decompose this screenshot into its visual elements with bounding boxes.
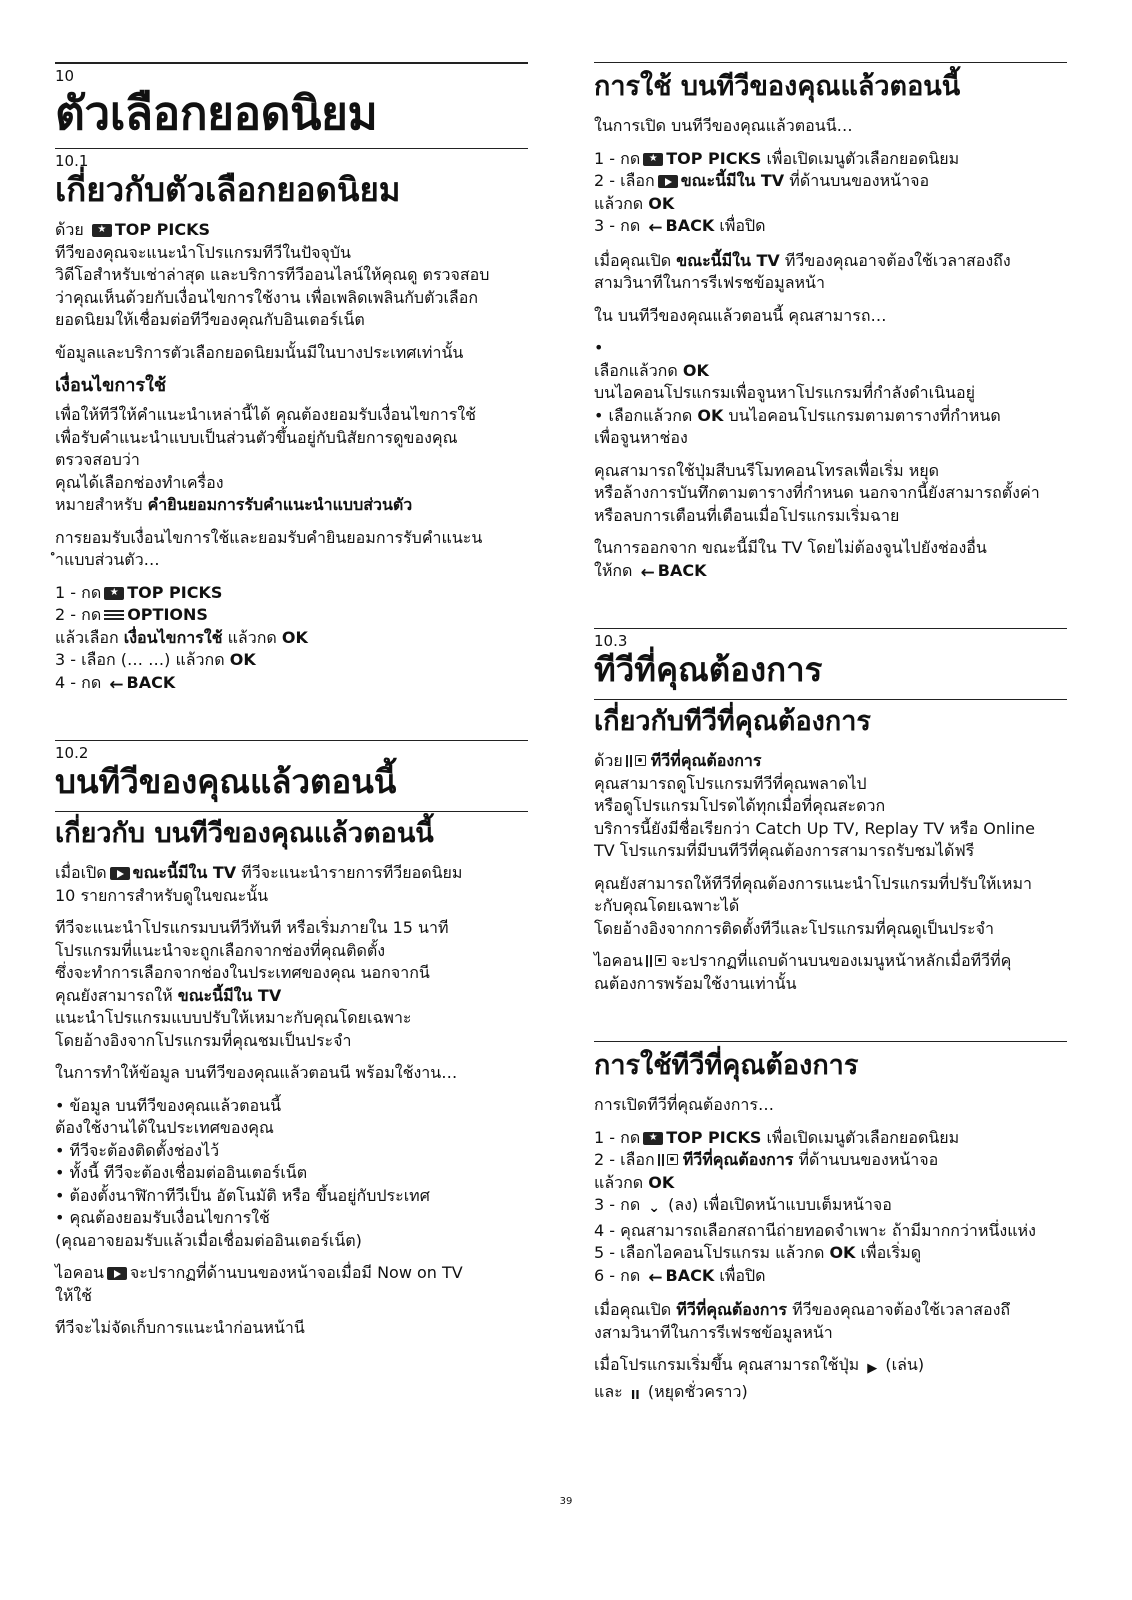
step-text: 4 - คุณสามารถเลือกสถานีถ่ายทอดจำเพาะ ถ้ามีมากกว่าหนึ่งแห่ง	[594, 1220, 1036, 1240]
text: (เล่น)	[885, 1355, 925, 1374]
step-text: 2 - กด	[55, 605, 102, 624]
terms-line: เพื่อรับคำแนะนำแบบเป็นส่วนตัวขึ้นอยู่กับนิสัยการดูของคุณ	[55, 427, 458, 447]
text-line: โดยอ้างอิงจากโปรแกรมที่คุณชมเป็นประจำ	[55, 1030, 352, 1050]
now-on-tv-intro	[55, 862, 528, 907]
terms-text	[55, 404, 528, 517]
text-line: ซึ่งจะทำการเลือกจากช่องในประเทศของคุณ นอกจากนี	[55, 963, 430, 982]
text: จะปรากฏที่แถบด้านบนของเมนูหน้าหลักเมื่อทีวีที่คุ	[670, 951, 1012, 970]
step-text: แล้วกด	[594, 1172, 644, 1192]
ok-key: OK	[281, 627, 308, 647]
text: ทีวีของคุณอาจต้องใช้เวลาสองถึ	[792, 1300, 1011, 1319]
text: ไอคอน	[594, 951, 643, 970]
step-text: 1 - กด	[55, 582, 102, 602]
step-text: ที่ด้านบนของหน้าจอ	[798, 1150, 939, 1169]
step-text: 2 - เลือก	[594, 1150, 655, 1169]
list-item: • ทีวีจะต้องติดตั้งช่องไว้	[55, 1140, 220, 1160]
step-text: 1 - กด	[594, 1127, 641, 1147]
bullet: •	[594, 338, 604, 357]
step-text: เพื่อเปิดเมนูตัวเลือกยอดนิยม	[766, 148, 960, 168]
text: บนไอคอนโปรแกรมตามตารางที่กำหนด	[728, 405, 1001, 425]
subsection-rule	[594, 62, 1067, 63]
ok-key: OK	[229, 650, 256, 669]
tv-on-demand-intro	[594, 750, 1067, 863]
step-text: เพื่อปิด	[719, 1265, 766, 1285]
terms-line: ตรวจสอบว่า	[55, 450, 140, 469]
terms-steps	[55, 582, 528, 697]
intro-prefix: ด้วย	[55, 220, 84, 239]
step-text: 3 - กด	[594, 216, 641, 235]
terms-line: คุณได้เลือกช่องทำเครื่อง	[55, 472, 224, 492]
step-text: เพื่อปิด	[719, 216, 766, 235]
intro-line: ว่าคุณเห็นด้วยกับเงื่อนไขการใช้งาน เพื่อเพลิดเพลินกับตัวเลือก	[55, 287, 479, 307]
text-line: หรือดูโปรแกรมโปรดได้ทุกเมื่อที่คุณสะดวก	[594, 796, 886, 815]
remote-note	[594, 460, 1067, 528]
chevron-down-icon: ⌄	[648, 1200, 661, 1216]
text-line: งสามวินาทีในการรีเฟรชข้อมูลหน้า	[594, 1322, 833, 1342]
play-icon: ▶	[867, 1361, 878, 1376]
terms-heading: เงื่อนไขการใช้	[55, 375, 167, 396]
section-rule	[594, 628, 1067, 629]
text: ทีวีจะแนะนำรายการทีวียอดนิยม	[241, 863, 463, 882]
subsection-rule	[55, 811, 528, 812]
section-rule	[55, 148, 528, 149]
list-item: • ต้องตั้งนาฬิกาทีวีเป็น อัตโนมัติ หรือ ขึ้นอยู่กับประเทศ	[55, 1185, 430, 1205]
text-line: คุณยังสามารถให้ทีวีที่คุณต้องการแนะนำโปรแกรมที่ปรับให้เหมา	[594, 873, 1032, 893]
top-picks-icon: ★	[643, 153, 663, 166]
intro-line: ทีวีของคุณจะแนะนำโปรแกรมทีวีในปัจจุบัน	[55, 242, 351, 262]
ok-key: OK	[648, 1172, 675, 1192]
text-line: 10 รายการสำหรับดูในขณะนั้น	[55, 885, 269, 905]
ok-key: OK	[829, 1243, 856, 1262]
text: เมื่อคุณเปิด	[594, 250, 672, 270]
step-key: TOP PICKS	[127, 582, 223, 602]
step-text: ที่ด้านบนของหน้าจอ	[789, 171, 930, 190]
text-line: โปรแกรมที่แนะนำจะถูกเลือกจากช่องที่คุณติดตั้ง	[55, 940, 386, 960]
terms-line: เพื่อให้ทีวีให้คำแนะนำเหล่านี้ได้ คุณต้องยอมรับเงื่อนไขการใช้	[55, 405, 476, 424]
ready-note: ในการทำให้ข้อมูล บนทีวีของคุณแล้วตอนนี พร้อมใช้งาน…	[55, 1063, 458, 1082]
list-item: (คุณอาจยอมรับแล้วเมื่อเชื่อมต่ออินเตอร์เน็ต)	[55, 1230, 362, 1250]
exit-note	[594, 537, 1067, 584]
text: • เลือกแล้วกด	[594, 405, 693, 425]
refresh-note	[594, 250, 1067, 295]
accept-line: ำแบบส่วนตัว…	[55, 550, 160, 569]
bold-text: ขณะนี้มีใน TV	[177, 985, 282, 1005]
no-store-note: ทีวีจะไม่จัดเก็บการแนะนำก่อนหน้านี	[55, 1318, 305, 1337]
chapter-rule	[55, 62, 528, 64]
text-line: ทีวีจะแนะนำโปรแกรมบนทีวีทันที หรือเริ่มภายใน 15 นาที	[55, 918, 449, 937]
pause-icon: II	[630, 1387, 640, 1402]
tv-on-demand-steps	[594, 1127, 1067, 1290]
intro-text: การเปิดทีวีที่คุณต้องการ…	[594, 1095, 774, 1114]
text-line: บนไอคอนโปรแกรมเพื่อจูนหาโปรแกรมที่กำลังดำเนินอยู่	[594, 383, 975, 402]
subsection-rule	[594, 699, 1067, 700]
bold-text: ขณะนี้มีใน TV	[676, 250, 780, 270]
step-key: BACK	[657, 560, 707, 580]
text-line: ให้ใช้	[55, 1285, 93, 1305]
step-bold: ทีวีที่คุณต้องการ	[682, 1150, 794, 1169]
text-line: หรือลบการเตือนที่เตือนเมื่อโปรแกรมเริ่มฉาย	[594, 505, 900, 525]
step-text: 3 - กด	[594, 1195, 641, 1214]
section-title: ทีวีที่คุณต้องการ	[594, 650, 823, 689]
step-key: TOP PICKS	[666, 1127, 762, 1147]
top-picks-icon: ★	[104, 587, 124, 600]
step-text: 2 - เลือก	[594, 171, 655, 190]
step-text: 5 - เลือกไอคอนโปรแกรม แล้วกด	[594, 1243, 825, 1262]
step-text: แล้วเลือก	[55, 627, 119, 647]
availability-note: ข้อมูลและบริการตัวเลือกยอดนิยมนั้นมีในบางประเทศเท่านั้น	[55, 342, 464, 362]
tv-on-demand-icon	[626, 754, 648, 768]
step-key: TOP PICKS	[666, 148, 762, 168]
text-line: คุณสามารถใช้ปุ่มสีบนรีโมทคอนโทรลเพื่อเริ่ม หยุด	[594, 460, 940, 480]
step-key: OPTIONS	[127, 605, 208, 624]
tv-on-demand-icon	[658, 1153, 680, 1167]
step-text: 3 - เลือก (… …) แล้วกด	[55, 650, 225, 669]
section-rule	[55, 740, 528, 741]
text: เลือกแล้วกด	[594, 360, 678, 380]
step-text: 6 - กด	[594, 1265, 641, 1285]
text-line: เพื่อจูนหาช่อง	[594, 428, 688, 447]
text: (หยุดชั่วคราว)	[647, 1381, 748, 1401]
tv-on-demand-icon	[646, 954, 668, 968]
icon-note	[55, 1262, 528, 1307]
subsection-title: เกี่ยวกับทีวีที่คุณต้องการ	[594, 706, 871, 737]
top-picks-intro	[55, 219, 528, 332]
top-picks-icon: ★	[643, 1132, 663, 1145]
list-item: • คุณต้องยอมรับเงื่อนไขการใช้	[55, 1208, 270, 1227]
back-icon: ←	[648, 1267, 663, 1288]
ok-key: OK	[682, 360, 709, 380]
accept-text	[55, 527, 528, 572]
text-line: TV โปรแกรมที่มีบนทีวีที่คุณต้องการสามารถรับชมได้ฟรี	[594, 841, 975, 860]
can-text: ใน บนทีวีของคุณแล้วตอนนี้ คุณสามารถ…	[594, 305, 887, 325]
subsection-title: การใช้ บนทีวีของคุณแล้วตอนนี้	[594, 71, 961, 102]
ok-key: OK	[697, 405, 724, 425]
list-item: • ทั้งนี้ ทีวีจะต้องเชื่อมต่ออินเตอร์เน็ต	[55, 1163, 308, 1182]
bold-text: ทีวีที่คุณต้องการ	[650, 751, 762, 770]
step-text: 4 - กด	[55, 672, 102, 692]
step-text: 1 - กด	[594, 148, 641, 168]
requirements-list	[55, 1095, 528, 1253]
text-line: ในการออกจาก ขณะนี้มีใน TV โดยไม่ต้องจูนไปยังช่องอื่น	[594, 538, 987, 557]
chapter-title: ตัวเลือกยอดนิยม	[55, 86, 378, 140]
section-number: 10.3	[594, 632, 628, 650]
text-line: ะกับคุณโดยเฉพาะได้	[594, 896, 740, 915]
now-on-tv-steps	[594, 148, 1067, 240]
text-line: โดยอ้างอิงจากการติดตั้งทีวีและโปรแกรมที่คุณดูเป็นประจำ	[594, 918, 994, 938]
text-line: คุณสามารถดูโปรแกรมทีวีที่คุณพลาดไป	[594, 773, 867, 793]
text: และ	[594, 1381, 623, 1401]
section-title: บนทีวีของคุณแล้วตอนนี้	[55, 762, 397, 801]
options-icon	[104, 608, 124, 622]
ok-key: OK	[648, 193, 675, 213]
text: เมื่อเปิด	[55, 863, 107, 882]
text: จะปรากฏที่ด้านบนของหน้าจอเมื่อมี Now on TV	[129, 1263, 463, 1282]
back-icon: ←	[109, 674, 124, 695]
chapter-number: 10	[55, 67, 75, 85]
step-bold: เงื่อนไขการใช้	[123, 627, 223, 647]
subsection-title: การใช้ทีวีที่คุณต้องการ	[594, 1050, 859, 1081]
text: ด้วย	[594, 751, 623, 770]
refresh-note	[594, 1299, 1067, 1344]
now-on-tv-details	[55, 917, 528, 1052]
step-text: แล้วกด	[227, 627, 277, 647]
playback-note	[594, 1354, 1067, 1406]
back-icon: ←	[648, 218, 663, 238]
intro-line: ยอดนิยมให้เชื่อมต่อทีวีของคุณกับอินเตอร์เน็ต	[55, 310, 365, 329]
terms-note-bold: คำยินยอมการรับคำแนะนำแบบส่วนตัว	[147, 495, 413, 514]
text-line: บริการนี้ยังมีชื่อเรียกว่า Catch Up TV, Replay TV หรือ Online	[594, 818, 1035, 838]
step-text: เพื่อเริ่มดู	[860, 1243, 922, 1262]
step-key: BACK	[665, 216, 715, 235]
text-line: ณต้องการพร้อมใช้งานเท่านั้น	[594, 973, 797, 993]
text: ให้กด	[594, 560, 633, 580]
bold-text: ทีวีที่คุณต้องการ	[676, 1300, 787, 1319]
intro-line: วิดีโอสำหรับเช่าล่าสุด และบริการทีวีออนไลน์ให้คุณดู ตรวจสอบ	[55, 265, 490, 284]
intro-text: ในการเปิด บนทีวีของคุณแล้วตอนนี…	[594, 116, 853, 135]
icon-note	[594, 950, 1067, 995]
step-text: แล้วกด	[594, 193, 644, 213]
text: ทีวีของคุณอาจต้องใช้เวลาสองถึง	[784, 250, 1011, 270]
page-number: 39	[559, 1496, 573, 1507]
right-column	[594, 62, 1067, 1406]
step-key: BACK	[126, 672, 176, 692]
text-line: สามวินาทีในการรีเฟรชข้อมูลหน้า	[594, 273, 825, 292]
list-item: • ข้อมูล บนทีวีของคุณแล้วตอนนี้	[55, 1095, 282, 1115]
step-bold: ขณะนี้มีใน TV	[680, 171, 785, 190]
top-picks-key: TOP PICKS	[114, 220, 210, 239]
terms-note-prefix: หมายสำหรับ	[55, 495, 143, 514]
text-line: แนะนำโปรแกรมแบบปรับให้เหมาะกับคุณโดยเฉพาะ	[55, 1008, 412, 1027]
section-number: 10.1	[55, 152, 89, 170]
accept-line: การยอมรับเงื่อนไขการใช้และยอมรับคำยินยอมการรับคำแนะน	[55, 527, 483, 547]
text: เมื่อคุณเปิด	[594, 1300, 672, 1319]
now-on-tv-icon	[107, 1267, 127, 1280]
step-text: (ลง) เพื่อเปิดหน้าแบบเต็มหน้าจอ	[668, 1195, 892, 1214]
subsection-title: เกี่ยวกับ บนทีวีของคุณแล้วตอนนี้	[55, 818, 434, 849]
step-text: เพื่อเปิดเมนูตัวเลือกยอดนิยม	[766, 1127, 960, 1147]
section-title: เกี่ยวกับตัวเลือกยอดนิยม	[55, 170, 401, 209]
now-on-tv-icon	[110, 867, 130, 880]
list-item: ต้องใช้งานได้ในประเทศของคุณ	[55, 1118, 274, 1137]
text: ไอคอน	[55, 1263, 104, 1282]
recommend-note	[594, 873, 1067, 941]
actions-list	[594, 337, 1067, 450]
text: คุณยังสามารถให้	[55, 985, 173, 1005]
left-column	[55, 62, 528, 1350]
step-key: BACK	[665, 1265, 715, 1285]
top-picks-icon: ★	[92, 224, 112, 237]
text-line: หรือล้างการบันทึกตามตารางที่กำหนด นอกจากนี้ยังสามารถตั้งค่า	[594, 483, 1040, 502]
section-number: 10.2	[55, 744, 89, 762]
now-on-tv-icon	[658, 175, 678, 188]
subsection-rule	[594, 1041, 1067, 1042]
bold-text: ขณะนี้มีใน TV	[132, 863, 237, 882]
back-icon: ←	[640, 562, 655, 583]
text: เมื่อโปรแกรมเริ่มขึ้น คุณสามารถใช้ปุ่ม	[594, 1355, 860, 1374]
